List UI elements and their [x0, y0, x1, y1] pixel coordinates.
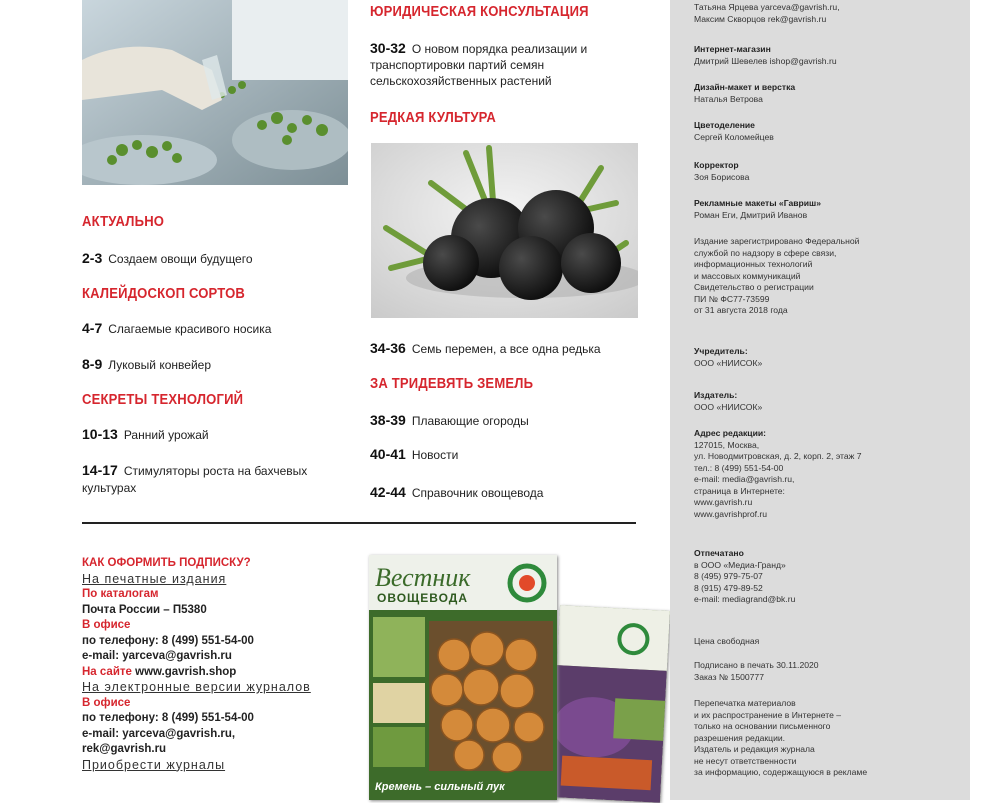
masthead-line: Заказ № 1500777 — [694, 671, 764, 682]
toc-pages: 4-7 — [82, 320, 103, 336]
masthead-line: Свидетельство о регистрации — [694, 282, 814, 292]
toc-item — [370, 340, 601, 356]
masthead-block — [694, 698, 964, 779]
masthead-block — [694, 236, 964, 317]
masthead-line: разрешения редакции. — [694, 732, 786, 743]
masthead-line: 8 (915) 479-89-52 — [694, 582, 763, 593]
toc-pages: 10-13 — [82, 426, 118, 442]
masthead-block — [694, 120, 964, 143]
masthead-line: Максим Скворцов rek@gavrish.ru — [694, 13, 827, 24]
masthead-block — [694, 636, 964, 648]
masthead-heading: Цветоделение — [694, 120, 755, 130]
toc-pages: 38-39 — [370, 412, 406, 428]
masthead-line: страница в Интернете: — [694, 485, 785, 496]
masthead-line: только на основании письменного — [694, 721, 831, 731]
masthead-line: Перепечатка материалов — [694, 698, 796, 708]
toc-pages: 2-3 — [82, 250, 103, 266]
masthead-heading: Издатель: — [694, 390, 738, 400]
masthead-block — [694, 660, 964, 683]
toc-pages: 14-17 — [82, 462, 118, 478]
masthead-heading: Отпечатано — [694, 548, 744, 558]
toc-item — [370, 40, 640, 89]
cover-title-line2: ОВОЩЕВОДА — [377, 591, 469, 605]
masthead-line: Подписано в печать 30.11.2020 — [694, 660, 819, 670]
subscription-block — [82, 556, 367, 773]
masthead-line: службой по надзору в сфере связи, — [694, 247, 837, 258]
masthead-line: Издание зарегистрировано Федеральной — [694, 236, 860, 246]
catalog-label: По каталогам — [82, 588, 159, 600]
section-title-kaleidoscope: КАЛЕЙДОСКОП СОРТОВ — [82, 286, 246, 302]
masthead-line: за информацию, содержащуюся в рекламе — [694, 767, 868, 777]
masthead-line: и их распространение в Интернете – — [694, 709, 842, 720]
office-label-2: В офисе — [82, 696, 131, 709]
masthead-line: Татьяна Ярцева yarceva@gavrish.ru, — [694, 2, 840, 12]
phone-line-2: по телефону: 8 (499) 551-54-00 — [82, 712, 254, 724]
section-title-far-lands: ЗА ТРИДЕВЯТЬ ЗЕМЕЛЬ — [370, 376, 534, 392]
masthead-block — [694, 428, 964, 520]
toc-text: Создаем овощи будущего — [108, 252, 253, 266]
magazine-cover-back — [550, 605, 670, 802]
site-label: На сайте — [82, 665, 132, 678]
electronic-heading: На электронные версии журналов — [82, 680, 311, 694]
toc-pages: 30-32 — [370, 40, 406, 56]
masthead-line: www.gavrishprof.ru — [694, 508, 768, 519]
email-line: e-mail: yarceva@gavrish.ru — [82, 650, 232, 662]
masthead-line: 127015, Москва, — [694, 439, 760, 450]
toc-item — [82, 356, 211, 372]
toc-text: Семь перемен, а все одна редька — [411, 342, 601, 356]
toc-text: Плавающие огороды — [411, 414, 529, 428]
toc-item — [82, 462, 352, 497]
masthead-line: 8 (495) 979-75-07 — [694, 571, 763, 581]
masthead-block — [694, 346, 964, 369]
masthead-line: от 31 августа 2018 года — [694, 305, 788, 315]
masthead-line: ул. Новодмитровская, д. 2, корп. 2, этаж 7 — [694, 451, 862, 461]
masthead-line: ООО «НИИСОК» — [694, 357, 763, 368]
toc-item — [370, 484, 543, 500]
toc-text: Слагаемые красивого носика — [108, 322, 272, 336]
masthead-line: Роман Еги, Дмитрий Иванов — [694, 209, 808, 220]
toc-pages: 42-44 — [370, 484, 406, 500]
subscription-title: КАК ОФОРМИТЬ ПОДПИСКУ? — [82, 557, 251, 569]
email-line-3: rek@gavrish.ru — [82, 743, 167, 755]
catalog-value: Почта России – П5380 — [82, 603, 207, 616]
black-radish-photo — [371, 143, 638, 318]
masthead-block — [694, 2, 964, 25]
masthead-line: e-mail: mediagrand@bk.ru — [694, 594, 796, 604]
magazine-cover-front — [369, 555, 557, 800]
masthead-line: Издатель и редакция журнала — [694, 744, 815, 754]
masthead-block — [694, 44, 964, 67]
toc-text: Справочник овощевода — [411, 486, 544, 500]
section-title-actual: АКТУАЛЬНО — [82, 214, 165, 230]
masthead-heading: Адрес редакции: — [694, 428, 767, 438]
masthead-line: не несут ответственности — [694, 755, 797, 766]
toc-pages: 40-41 — [370, 446, 406, 462]
site-link[interactable]: www.gavrish.shop — [135, 665, 237, 678]
section-title-legal: ЮРИДИЧЕСКАЯ КОНСУЛЬТАЦИЯ — [370, 4, 589, 20]
masthead-heading: Дизайн-макет и верстка — [694, 82, 796, 92]
masthead-line: информационных технологий — [694, 259, 813, 269]
toc-pages: 8-9 — [82, 356, 103, 372]
cover-title-line1: Вестник — [375, 563, 471, 592]
section-title-technology: СЕКРЕТЫ ТЕХНОЛОГИЙ — [82, 392, 244, 408]
masthead-line: в ООО «Медиа-Гранд» — [694, 559, 786, 570]
masthead-line: ПИ № ФС77-73599 — [694, 293, 770, 304]
toc-item — [82, 320, 271, 336]
toc-text: Новости — [411, 448, 459, 462]
masthead-line: www.gavrish.ru — [694, 497, 753, 507]
buy-heading: Приобрести журналы — [82, 757, 226, 772]
masthead-sidebar — [670, 0, 970, 800]
masthead-line: ООО «НИИСОК» — [694, 401, 763, 412]
toc-item — [370, 446, 458, 462]
masthead-block — [694, 390, 964, 413]
masthead-heading: Интернет-магазин — [694, 44, 771, 54]
cover-caption: Кремень – сильный лук — [375, 781, 505, 793]
masthead-block — [694, 160, 964, 183]
masthead-block — [694, 548, 964, 606]
toc-text: Луковый конвейер — [108, 358, 211, 372]
masthead-line: Сергей Коломейцев — [694, 131, 774, 142]
section-title-rare: РЕДКАЯ КУЛЬТУРА — [370, 110, 496, 126]
lab-sprouts-photo — [82, 0, 348, 185]
office-label: В офисе — [82, 619, 131, 631]
masthead-heading: Корректор — [694, 160, 739, 170]
masthead-line: Наталья Ветрова — [694, 93, 763, 104]
masthead-block — [694, 198, 964, 221]
toc-text: О новом порядка реализации и транспортировки партий семян сельскохозяйственных растений — [370, 42, 588, 88]
masthead-line: и массовых коммуникаций — [694, 270, 801, 281]
toc-pages: 34-36 — [370, 340, 406, 356]
phone-line: по телефону: 8 (499) 551-54-00 — [82, 634, 254, 647]
section-divider — [82, 522, 636, 524]
masthead-heading: Учредитель: — [694, 346, 748, 356]
email-line-2: e-mail: yarceva@gavrish.ru, — [82, 727, 236, 740]
masthead-line: e-mail: media@gavrish.ru, — [694, 474, 795, 484]
masthead-line: Дмитрий Шевелев ishop@gavrish.ru — [694, 55, 837, 66]
masthead-line: Цена свободная — [694, 636, 760, 646]
masthead-heading: Рекламные макеты «Гавриш» — [694, 198, 821, 208]
toc-item — [370, 412, 529, 428]
toc-item — [82, 250, 253, 266]
toc-item — [82, 426, 209, 442]
toc-text: Стимуляторы роста на бахчевых культурах — [82, 464, 308, 495]
masthead-block — [694, 82, 964, 105]
print-heading: На печатные издания — [82, 571, 227, 586]
masthead-line: тел.: 8 (499) 551-54-00 — [694, 462, 784, 473]
masthead-line: Зоя Борисова — [694, 171, 750, 182]
toc-text: Ранний урожай — [123, 428, 209, 442]
